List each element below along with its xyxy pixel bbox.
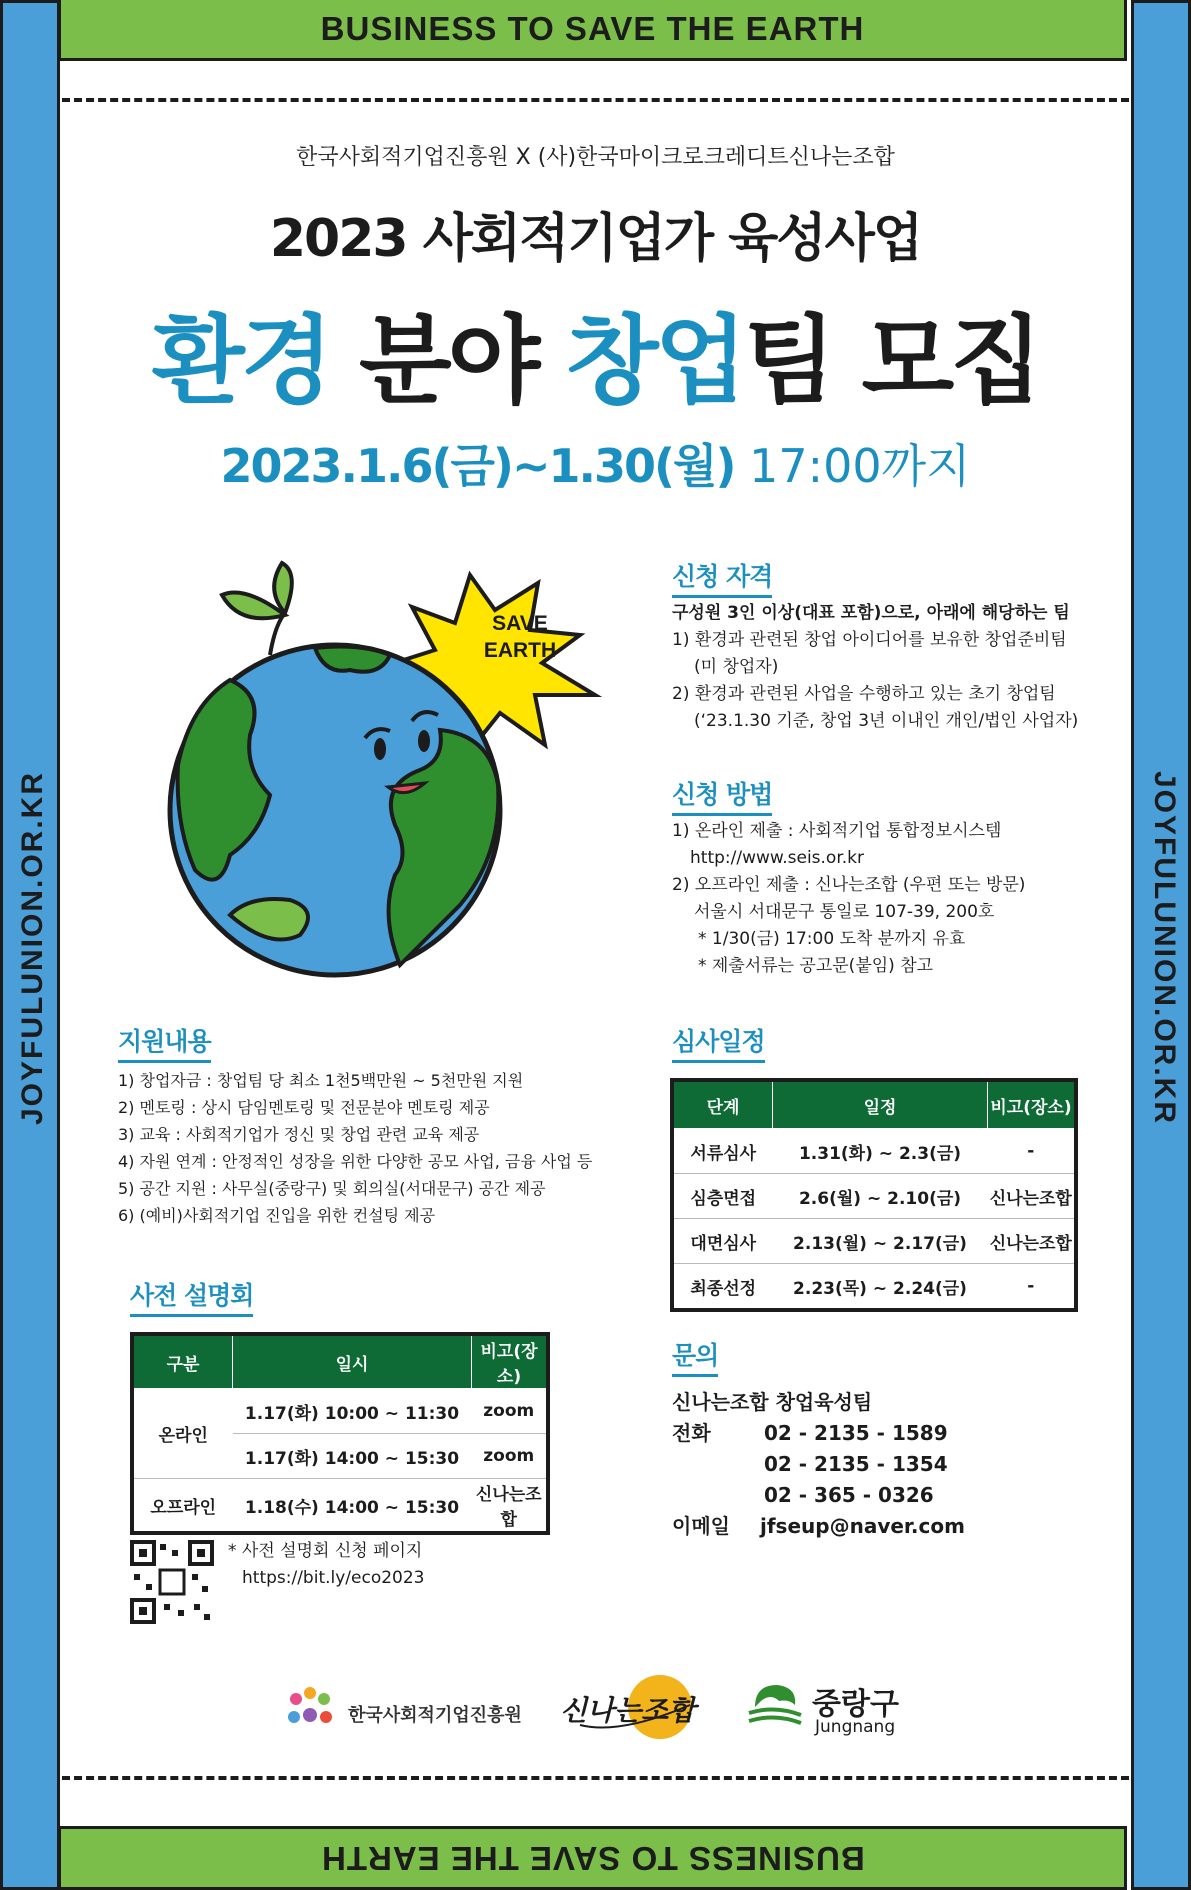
phone-label: 전화: [672, 1421, 711, 1445]
bottom-banner: [58, 1826, 1127, 1890]
phone-3[interactable]: 02 - 365 - 0326: [764, 1483, 934, 1507]
review-cell: 서류심사: [672, 1129, 773, 1174]
contact-heading: 문의: [672, 1336, 718, 1377]
jungnang-logo-icon: [745, 1679, 805, 1735]
review-heading: 심사일정: [672, 1022, 765, 1063]
briefing-online-label: 온라인: [132, 1389, 233, 1479]
program-title: 2023 사회적기업가 육성사업: [269, 209, 922, 269]
review-cell: -: [988, 1264, 1077, 1311]
table-row: [672, 1219, 1076, 1264]
eligibility-line: 2) 환경과 관련된 사업을 수행하고 있는 초기 창업팀: [672, 684, 1056, 704]
contact-block: [672, 1387, 965, 1542]
eligibility-text: [672, 600, 1078, 735]
review-cell: 2.23(목) ~ 2.24(금): [773, 1264, 988, 1311]
phone-1[interactable]: 02 - 2135 - 1589: [764, 1421, 948, 1445]
eligibility-line: (미 창업자): [694, 657, 779, 677]
briefing-cell: zoom: [472, 1434, 549, 1479]
method-line: 2) 오프라인 제출 : 신나는조합 (우편 또는 방문): [672, 875, 1026, 895]
method-line: * 1/30(금) 17:00 도착 분까지 유효: [698, 929, 966, 949]
badge-line2: EARTH: [483, 639, 557, 662]
support-line: 2) 멘토링 : 상시 담임멘토링 및 전문분야 멘토링 제공: [118, 1098, 490, 1117]
review-cell: 대면심사: [672, 1219, 773, 1264]
method-line: 1) 온라인 제출 : 사회적기업 통합정보시스템: [672, 821, 1002, 841]
support-line: 1) 창업자금 : 창업팀 당 최소 1천5백만원 ~ 5천만원 지원: [118, 1071, 524, 1090]
period-dates: 2023.1.6(금)~1.30(월): [220, 439, 735, 493]
headline-field: 분야: [358, 305, 537, 417]
phone-2[interactable]: 02 - 2135 - 1354: [764, 1452, 948, 1476]
review-cell: 심층면접: [672, 1174, 773, 1219]
review-cell: 1.31(화) ~ 2.3(금): [773, 1129, 988, 1174]
briefing-note: * 사전 설명회 신청 페이지: [228, 1541, 423, 1561]
side-band-left: [0, 0, 60, 1890]
review-header-row: [672, 1080, 1076, 1129]
review-cell: 신나는조합: [988, 1219, 1077, 1264]
application-period: [0, 430, 1191, 496]
review-cell: -: [988, 1129, 1077, 1174]
top-banner-text: BUSINESS TO SAVE THE EARTH: [320, 10, 865, 47]
email-address[interactable]: jfseup@naver.com: [760, 1514, 965, 1538]
kosea-logo-icon: [282, 1685, 338, 1735]
kosea-logo-text: 한국사회적기업진흥원: [348, 1705, 522, 1726]
review-col-date: 일정: [773, 1080, 988, 1129]
earth-illustration: [150, 555, 660, 985]
eligibility-line: (‘23.1.30 기준, 창업 3년 이내인 개인/법인 사업자): [694, 711, 1079, 731]
headline: [0, 285, 1191, 422]
method-line: * 제출서류는 공고문(붙임) 참고: [698, 956, 934, 976]
leaf-right-icon: [274, 563, 292, 613]
side-url-left: JOYFULUNION.OR.KR: [16, 770, 49, 1126]
review-col-stage: 단계: [672, 1080, 773, 1129]
briefing-offline-label: 오프라인: [132, 1479, 233, 1534]
sponsor-logos: [0, 1665, 1191, 1755]
review-cell: 신나는조합: [988, 1174, 1077, 1219]
briefing-link[interactable]: https://bit.ly/eco2023: [242, 1568, 425, 1588]
top-banner: [58, 0, 1127, 61]
briefing-header-row: [132, 1334, 548, 1389]
email-label: 이메일: [672, 1514, 730, 1538]
briefing-cell: 신나는조합: [472, 1479, 549, 1534]
briefing-heading: 사전 설명회: [130, 1276, 253, 1317]
review-cell: 2.13(월) ~ 2.17(금): [773, 1219, 988, 1264]
method-line: http://www.seis.or.kr: [690, 848, 865, 868]
table-row: [672, 1264, 1076, 1311]
eligibility-heading: 신청 자격: [672, 557, 772, 598]
organizer-line: 한국사회적기업진흥원 X (사)한국마이크로크레디트신나는조합: [296, 145, 895, 170]
briefing-link-block: [228, 1538, 425, 1592]
headline-recruit: 팀 모집: [743, 305, 1039, 417]
badge-line1: SAVE: [492, 612, 548, 635]
side-band-right: [1131, 0, 1191, 1890]
table-row: [672, 1129, 1076, 1174]
contact-team: 신나는조합 창업육성팀: [672, 1390, 873, 1414]
review-cell: 최종선정: [672, 1264, 773, 1311]
jungnang-logo-text: 중랑구: [812, 1687, 899, 1722]
briefing-cell: 1.17(화) 10:00 ~ 11:30: [233, 1389, 472, 1434]
side-url-right: JOYFULUNION.OR.KR: [1148, 770, 1181, 1126]
table-row: [672, 1174, 1076, 1219]
contact-phone-row: [672, 1418, 965, 1449]
briefing-table: [130, 1332, 550, 1535]
bottom-banner-text: BUSINESS TO SAVE THE EARTH: [320, 1840, 865, 1877]
headline-env: 환경: [152, 305, 330, 417]
support-text: [118, 1067, 592, 1229]
briefing-cell: 1.17(화) 14:00 ~ 15:30: [233, 1434, 472, 1479]
joyful-union-logo-text: 신나는조합: [560, 1694, 696, 1727]
support-heading: 지원내용: [118, 1022, 211, 1063]
briefing-col-time: 일시: [233, 1334, 472, 1389]
method-line: 서울시 서대문구 통일로 107-39, 200호: [694, 902, 995, 922]
method-heading: 신청 방법: [672, 775, 772, 816]
method-text: [672, 818, 1025, 980]
period-deadline: 17:00까지: [749, 439, 971, 493]
headline-startup: 창업: [565, 305, 744, 417]
table-row: [132, 1479, 548, 1534]
briefing-col-note: 비고(장소): [472, 1334, 549, 1389]
briefing-col-type: 구분: [132, 1334, 233, 1389]
eligibility-line: 구성원 3인 이상(대표 포함)으로, 아래에 해당하는 팀: [672, 603, 1070, 623]
eligibility-line: 1) 환경과 관련된 창업 아이디어를 보유한 창업준비팀: [672, 630, 1067, 650]
table-row: [132, 1389, 548, 1434]
dashed-divider-bottom: [62, 1776, 1129, 1780]
review-cell: 2.6(월) ~ 2.10(금): [773, 1174, 988, 1219]
support-line: 4) 자원 연계 : 안정적인 성장을 위한 다양한 공모 사업, 금융 사업 등: [118, 1152, 593, 1171]
briefing-cell: zoom: [472, 1389, 549, 1434]
support-line: 3) 교육 : 사회적기업가 정신 및 창업 관련 교육 제공: [118, 1125, 480, 1144]
dashed-divider-top: [62, 98, 1129, 102]
jungnang-logo-en: Jungnang: [815, 1717, 896, 1737]
briefing-cell: 1.18(수) 14:00 ~ 15:30: [233, 1479, 472, 1534]
contact-email-row: [672, 1511, 965, 1542]
qr-code-icon[interactable]: [130, 1540, 214, 1624]
support-line: 5) 공간 지원 : 사무실(중랑구) 및 회의실(서대문구) 공간 제공: [118, 1179, 546, 1198]
review-col-note: 비고(장소): [988, 1080, 1077, 1129]
review-table: [670, 1078, 1078, 1312]
support-line: 6) (예비)사회적기업 진입을 위한 컨설팅 제공: [118, 1206, 436, 1225]
